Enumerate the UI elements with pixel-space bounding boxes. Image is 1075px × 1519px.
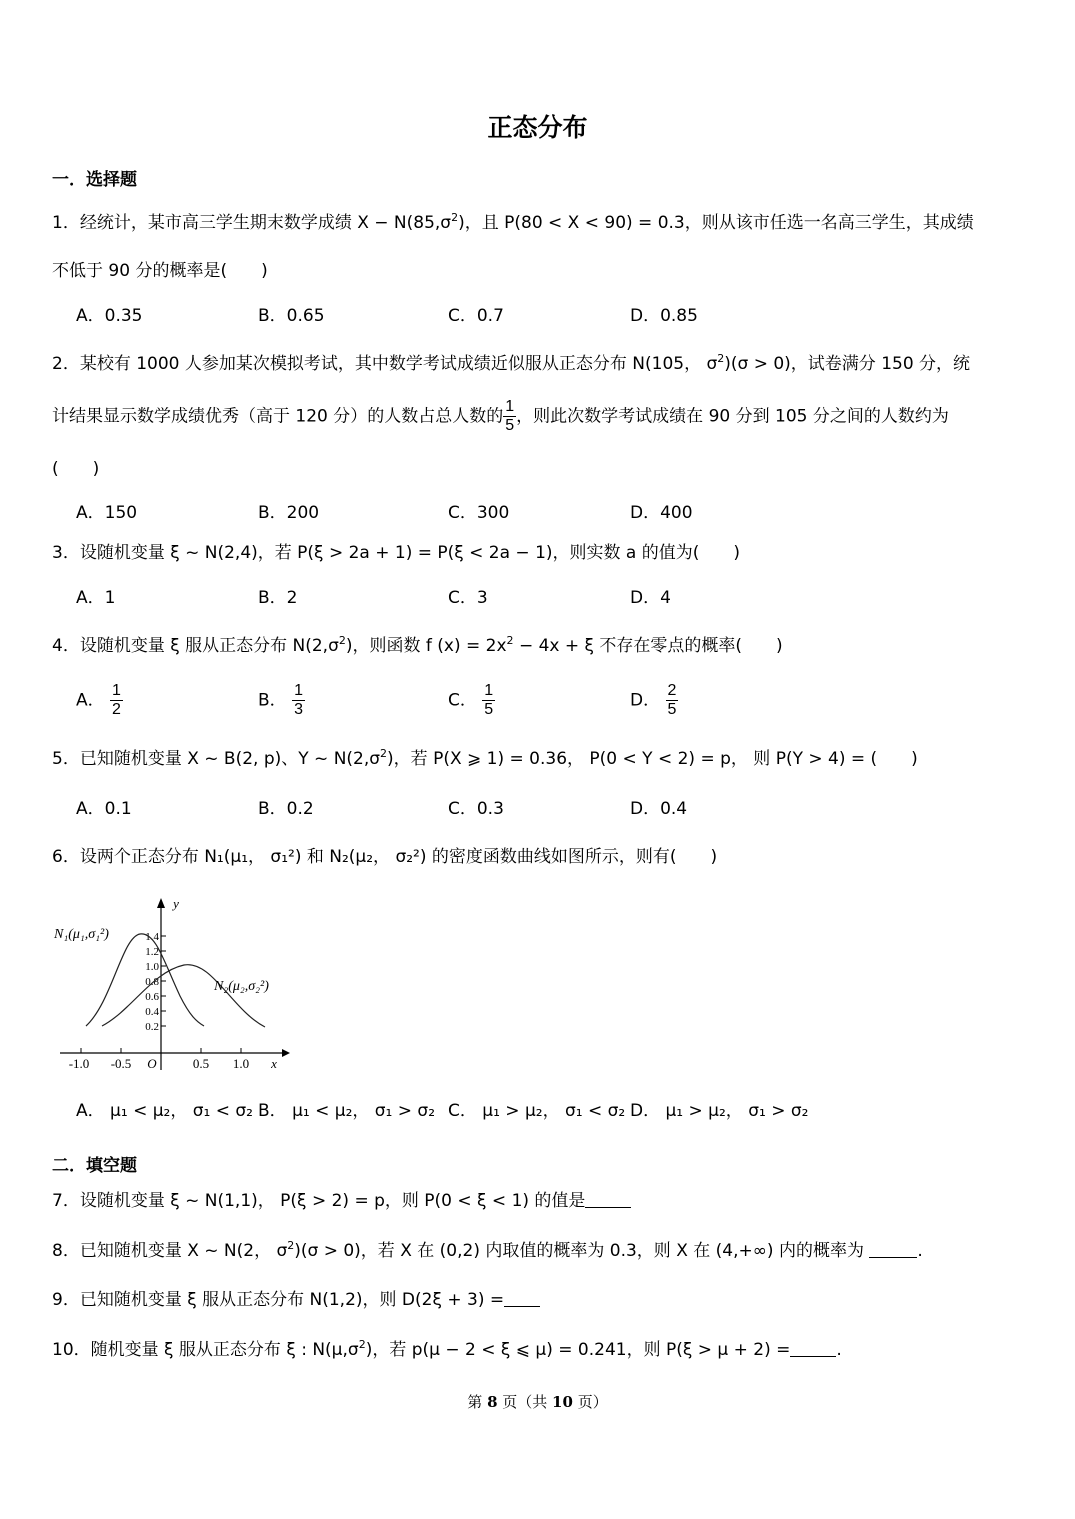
y-tick-label: 0.8 — [145, 976, 159, 988]
y-tick-label: 1.4 — [145, 931, 159, 943]
page-number: 8 — [487, 1393, 498, 1411]
answer-blank — [585, 1191, 631, 1208]
question-10-line: 10．随机变量 ξ 服从正态分布 ξ : $N(\mu,\sigma^2)$，若 p(μ − 2 < ξ ⩽ μ) = 0.241，则 P(ξ > μ + 2) = . — [52, 1338, 842, 1360]
origin-label: O — [147, 1056, 157, 1071]
x-tick-label: 1.0 — [232, 1056, 250, 1071]
q3-option-d: D．4 — [630, 588, 671, 608]
curve-2-label: N₂(μ₂,σ₂²) — [214, 979, 269, 994]
section-heading-fill-blank: 二．填空题 — [52, 1156, 137, 1176]
question-4-line-1: 4．设随机变量 ξ 服从正态分布 $N(2,\sigma^2)$，则函数 f $(x) = 2x^2 - 4x + \xi$ 不存在零点的概率( ) — [52, 634, 783, 656]
question-2-line-1: 2．某校有 1000 人参加某次模拟考试，其中数学考试成绩近似服从正态分布 N(105， $\sigma^2)(\sigma > 0)$，试卷满分 150 分，统 — [52, 352, 971, 374]
question-7-line: 7．设随机变量 ξ ~ N(1,1)， P(ξ > 2) = p，则 P(0 < ξ < 1) 的值是 — [52, 1190, 631, 1212]
q5-option-c: C．0.3 — [448, 799, 504, 819]
total-pages: 10 — [552, 1393, 573, 1411]
curve-1-label: N₁(μ₁,σ₁²) — [54, 927, 109, 942]
q2-option-a: A．150 — [76, 503, 138, 523]
q6-option-a: A． μ₁ < μ₂， σ₁ < σ₂ — [76, 1101, 253, 1121]
question-8-line: 8．已知随机变量 X ~ N(2， $\sigma^2)(\sigma > 0)$，若 X 在 (0,2) 内取值的概率为 0.3，则 X 在 (4,+∞) 内的概率为 . — [52, 1239, 923, 1261]
q5-option-b: B．0.2 — [258, 799, 314, 819]
question-2-line-2: 计结果显示数学成绩优秀（高于 120 分）的人数占总人数的 $\frac{1}{5}$ ，则此次数学考试成绩在 90 分到 105 分之间的人数约为 — [52, 398, 949, 434]
question-5-line-1: 5．已知随机变量 X ~ B(2, p)、Y ~ $N(2,\sigma^2)$，若 P(X ⩾ 1) = 0.36， P(0 < Y < 2) = p， 则 P(Y > 4) = ( ) — [52, 747, 918, 769]
q5-option-d: D．0.4 — [630, 799, 688, 819]
q1-option-c: C．0.7 — [448, 306, 504, 326]
answer-blank — [790, 1340, 836, 1357]
q6-option-c: C． μ₁ > μ₂， σ₁ < σ₂ — [448, 1101, 626, 1121]
q3-option-a: A．1 — [76, 588, 116, 608]
q4-option-d: D． $\frac{2}{5}$ — [630, 682, 677, 718]
q6-option-d: D． μ₁ > μ₂， σ₁ > σ₂ — [630, 1101, 809, 1121]
q1-option-a: A．0.35 — [76, 306, 143, 326]
x-axis-arrow — [282, 1049, 290, 1057]
q1-option-b: B．0.65 — [258, 306, 325, 326]
question-6-line-1: 6．设两个正态分布 N₁(μ₁， σ₁²) 和 N₂(μ₂， σ₂²) 的密度函数曲线如图所示，则有( ) — [52, 847, 718, 867]
density-curve-figure — [52, 892, 292, 1072]
q6-option-b: B． μ₁ < μ₂， σ₁ > σ₂ — [258, 1101, 436, 1121]
q1-option-d: D．0.85 — [630, 306, 698, 326]
question-9-line: 9．已知随机变量 ξ 服从正态分布 N(1,2)，则 D(2ξ + 3) = — [52, 1289, 540, 1311]
q2-option-d: D．400 — [630, 503, 693, 523]
x-tick-label: -0.5 — [110, 1056, 132, 1071]
q2-option-b: B．200 — [258, 503, 320, 523]
question-1-line-2: 不低于 90 分的概率是( ) — [52, 261, 268, 281]
q4-option-a: A． $\frac{1}{2}$ — [76, 682, 121, 718]
q4-option-b: B． $\frac{1}{3}$ — [258, 682, 303, 718]
q2-option-c: C．300 — [448, 503, 510, 523]
answer-blank — [869, 1241, 917, 1258]
y-tick-label: 0.4 — [145, 1006, 159, 1018]
y-axis-label: y — [173, 896, 179, 911]
x-tick-label: 0.5 — [192, 1056, 210, 1071]
q5-option-a: A．0.1 — [76, 799, 132, 819]
curve-n2 — [102, 965, 265, 1027]
question-2-line-3: ( ) — [52, 459, 100, 479]
question-3-line-1: 3．设随机变量 ξ ~ N(2,4)，若 P(ξ > 2a + 1) = P(ξ < 2a − 1)，则实数 a 的值为( ) — [52, 543, 741, 563]
y-tick-label: 0.2 — [145, 1021, 159, 1033]
q3-option-c: C．3 — [448, 588, 488, 608]
q4-option-c: C． $\frac{1}{5}$ — [448, 682, 494, 718]
page-title: 正态分布 — [487, 113, 588, 142]
y-tick-label: 1.0 — [145, 961, 159, 973]
section-heading-choice: 一．选择题 — [52, 170, 137, 190]
question-1-line-1: 1．经统计，某市高三学生期末数学成绩 $X - N(85,\sigma^2)$，且 P(80 < X < 90) = 0.3，则从该市任选一名高三学生，其成绩 — [52, 211, 974, 233]
q3-option-b: B．2 — [258, 588, 298, 608]
y-tick-label: 0.6 — [145, 991, 159, 1003]
y-axis-arrow — [157, 898, 165, 908]
y-tick-label: 1.2 — [145, 946, 159, 958]
page-footer: 第 8 页（共 10 页） — [467, 1393, 608, 1411]
answer-blank — [504, 1290, 540, 1307]
x-axis-label: x — [271, 1056, 277, 1071]
x-tick-label: -1.0 — [68, 1056, 90, 1071]
fraction: $\frac{1}{5}$ — [505, 398, 515, 434]
